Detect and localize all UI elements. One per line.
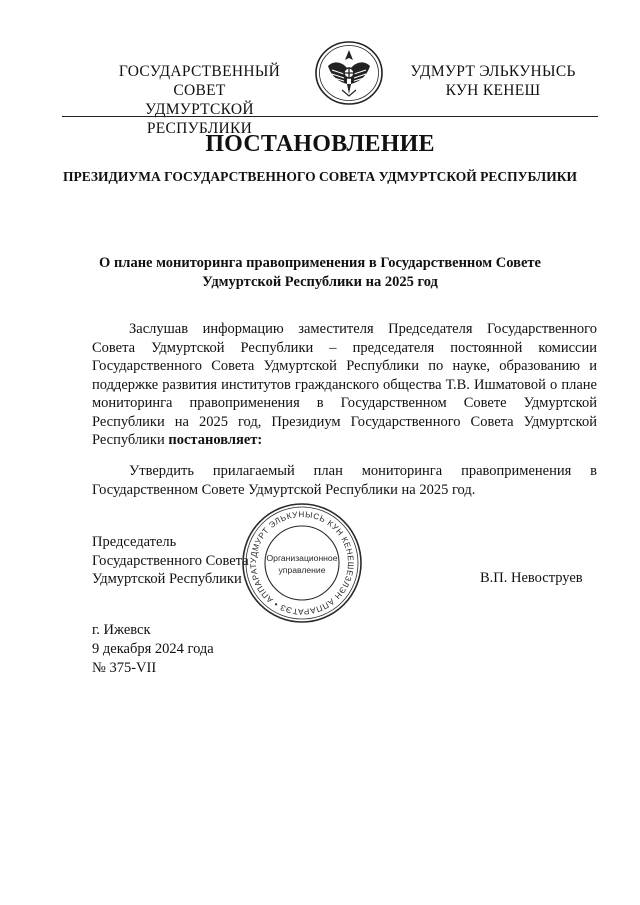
signatory-title-line2: Государственного Совета	[92, 552, 249, 569]
official-stamp	[240, 501, 364, 625]
header-divider	[62, 116, 598, 117]
stamp-center-line2: управление	[278, 565, 326, 575]
issuer-name-ru-line2: УДМУРТСКОЙ РЕСПУБЛИКИ	[145, 101, 254, 137]
issuer-name-ru-line1: ГОСУДАРСТВЕННЫЙ СОВЕТ	[118, 63, 281, 99]
issuer-name-udm-line1: УДМУРТ ЭЛЬКУНЫСЬ	[410, 63, 576, 80]
issue-city: г. Ижевск	[92, 622, 151, 638]
document-subject	[80, 254, 560, 292]
document-footer	[92, 621, 214, 678]
coat-of-arms-icon	[314, 40, 384, 106]
signatory-title-line1: Председатель	[92, 534, 177, 550]
document-subject-line2: Удмуртской Республики на 2025 год	[202, 274, 438, 290]
stamp-ring-text: УДМУРТ ЭЛЬКУНЫСЬ КУН КЕНЕШЕЗЛЭН АППАРАТЭЗ • АППАРАТ	[248, 509, 356, 617]
stamp-center-line1: Организационное	[266, 553, 338, 563]
document-subject-line1: О плане мониторинга правоприменения в Государственном Совете	[99, 255, 541, 271]
signatory-title	[92, 533, 249, 589]
body-paragraph-1-text: Заслушав информацию заместителя Председателя Государственного Совета Удмуртской Республики – председателя постоянной комиссии Государственного Совета Удмуртской Республики по науке, образованию и поддержке развития институтов гражданского общества Т.В. Ишматовой о плане мониторинга правоприменения в Государственном Совете Удмуртской Республики на 2025 год, Президиум Государственного Совета Удмуртской Республики	[92, 321, 597, 448]
document-title: ПОСТАНОВЛЕНИЕ	[205, 131, 435, 157]
body-paragraph-2: Утвердить прилагаемый план мониторинга правоприменения в Государственном Совете Удмуртской Республики на 2025 год.	[92, 463, 597, 498]
signatory-title-line3: Удмуртской Республики	[92, 571, 242, 587]
issuer-name-ru	[92, 62, 307, 138]
body-paragraph-1-resolves: постановляет:	[168, 432, 263, 448]
issuer-name-udm-line2: КУН КЕНЕШ	[445, 82, 541, 99]
signatory-name: В.П. Невоструев	[480, 570, 583, 586]
issuer-name-udm	[408, 62, 578, 100]
document-subtitle: ПРЕЗИДИУМА ГОСУДАРСТВЕННОГО СОВЕТА УДМУРТСКОЙ РЕСПУБЛИКИ	[62, 169, 577, 184]
issue-date: 9 декабря 2024 года	[92, 641, 214, 657]
body-paragraph-1	[92, 320, 597, 450]
document-number: № 375-VII	[92, 660, 157, 676]
